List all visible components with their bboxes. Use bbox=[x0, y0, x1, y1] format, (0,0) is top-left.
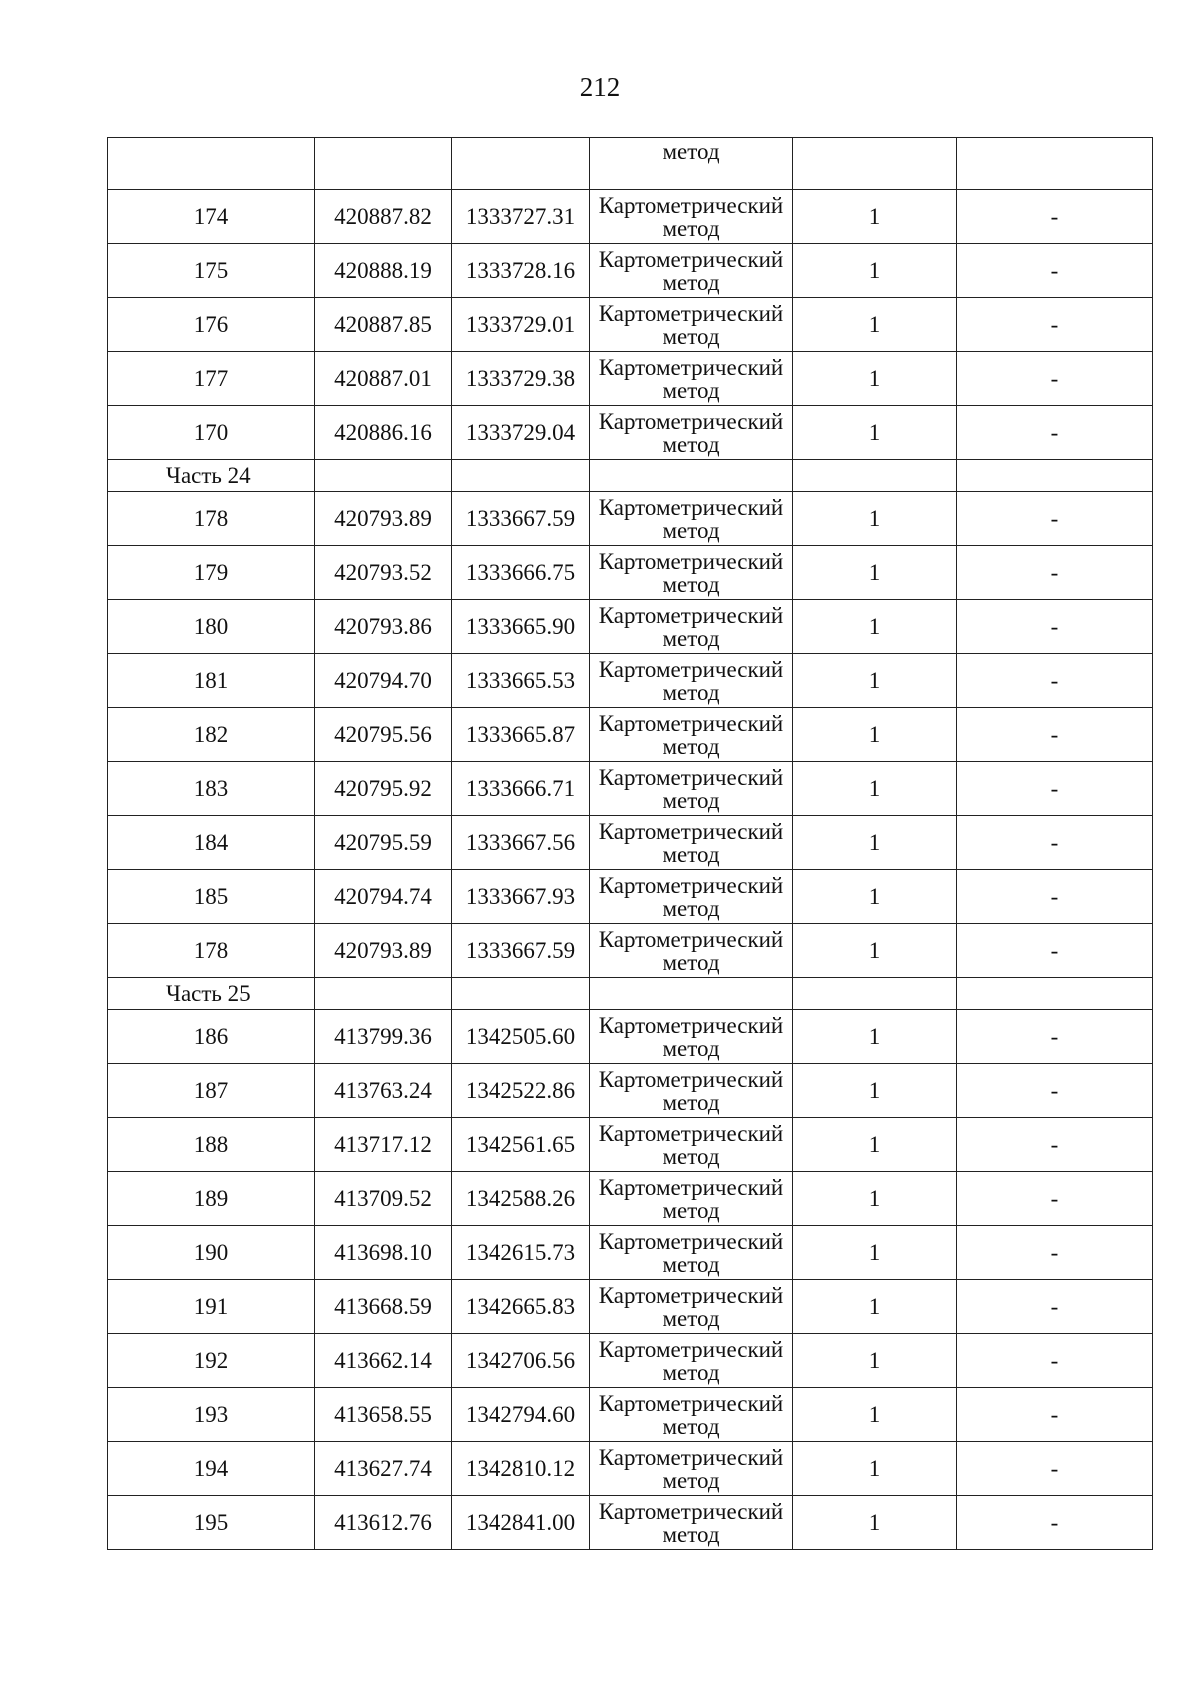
cell-x: 420887.82 bbox=[315, 190, 452, 244]
cell-accuracy: 1 bbox=[793, 1010, 957, 1064]
cell-point-number: 180 bbox=[108, 600, 315, 654]
table-row bbox=[108, 762, 1153, 816]
cell-note: - bbox=[957, 1280, 1153, 1334]
table-row bbox=[108, 406, 1153, 460]
cell-note: - bbox=[957, 190, 1153, 244]
table-row bbox=[108, 352, 1153, 406]
cell-point-number: 189 bbox=[108, 1172, 315, 1226]
method-line-1: Картометрический bbox=[598, 246, 784, 272]
method-line-2: метод bbox=[662, 1305, 720, 1331]
cell-note: - bbox=[957, 816, 1153, 870]
method-line-2: метод bbox=[662, 517, 720, 543]
cell-x: 420793.89 bbox=[315, 492, 452, 546]
cell-accuracy: 1 bbox=[793, 190, 957, 244]
cell-method bbox=[590, 1226, 793, 1280]
method-line-2: метод bbox=[662, 679, 720, 705]
cell-accuracy: 1 bbox=[793, 298, 957, 352]
cell-accuracy: 1 bbox=[793, 244, 957, 298]
method-line-1: Картометрический bbox=[598, 354, 784, 380]
cell-accuracy: 1 bbox=[793, 1172, 957, 1226]
cell-accuracy: 1 bbox=[793, 816, 957, 870]
cell-method bbox=[590, 816, 793, 870]
method-line-2: метод bbox=[662, 215, 720, 241]
cell-x: 420795.92 bbox=[315, 762, 452, 816]
method-line-1: Картометрический bbox=[598, 1336, 784, 1362]
method-line-1: Картометрический bbox=[598, 1228, 784, 1254]
table-row bbox=[108, 924, 1153, 978]
cell-method bbox=[590, 1280, 793, 1334]
cell-y: 1342588.26 bbox=[452, 1172, 590, 1226]
cell-point-number: 176 bbox=[108, 298, 315, 352]
cell-point-number: 174 bbox=[108, 190, 315, 244]
cell-method bbox=[590, 546, 793, 600]
cell-note: - bbox=[957, 600, 1153, 654]
cell-note: - bbox=[957, 1064, 1153, 1118]
part-empty-cell bbox=[452, 978, 590, 1010]
cell-y: 1342561.65 bbox=[452, 1118, 590, 1172]
cell-point-number: 191 bbox=[108, 1280, 315, 1334]
method-line-2: метод bbox=[662, 1413, 720, 1439]
table-row bbox=[108, 870, 1153, 924]
part-empty-cell bbox=[957, 978, 1153, 1010]
cell-method bbox=[590, 492, 793, 546]
table-row bbox=[108, 190, 1153, 244]
method-line-2: метод bbox=[662, 1089, 720, 1115]
cell-accuracy: 1 bbox=[793, 1226, 957, 1280]
part-label: Часть 24 bbox=[108, 460, 315, 492]
cell-method bbox=[590, 190, 793, 244]
cell-y: 1333667.93 bbox=[452, 870, 590, 924]
cell-accuracy: 1 bbox=[793, 546, 957, 600]
method-line-2: метод bbox=[662, 377, 720, 403]
cell-method bbox=[590, 708, 793, 762]
cell-method bbox=[590, 870, 793, 924]
part-header-row bbox=[108, 978, 1153, 1010]
cell-x: 420793.86 bbox=[315, 600, 452, 654]
cell-point-number: 178 bbox=[108, 492, 315, 546]
method-line-2: метод bbox=[662, 1143, 720, 1169]
cell-x: 420794.70 bbox=[315, 654, 452, 708]
method-line-2: метод bbox=[662, 1521, 720, 1547]
method-line-2: метод bbox=[662, 431, 720, 457]
part-label: Часть 25 bbox=[108, 978, 315, 1010]
method-line-2: метод bbox=[662, 1359, 720, 1385]
cell-note: - bbox=[957, 298, 1153, 352]
method-line-2: метод bbox=[662, 895, 720, 921]
cell-x: 420793.89 bbox=[315, 924, 452, 978]
cell-note: - bbox=[957, 1172, 1153, 1226]
continuation-row bbox=[108, 138, 1153, 190]
cell-note: - bbox=[957, 654, 1153, 708]
method-line-1: Картометрический bbox=[598, 872, 784, 898]
cell-method bbox=[590, 1442, 793, 1496]
table-row bbox=[108, 708, 1153, 762]
cell-x: 413799.36 bbox=[315, 1010, 452, 1064]
method-line-2: метод bbox=[662, 1251, 720, 1277]
part-empty-cell bbox=[452, 460, 590, 492]
cell-method bbox=[590, 352, 793, 406]
cell-note: - bbox=[957, 1010, 1153, 1064]
cell-note: - bbox=[957, 352, 1153, 406]
cell-method bbox=[590, 244, 793, 298]
cell-x: 413658.55 bbox=[315, 1388, 452, 1442]
cell-method bbox=[590, 1334, 793, 1388]
cell-y: 1333729.38 bbox=[452, 352, 590, 406]
cell-x: 413612.76 bbox=[315, 1496, 452, 1550]
cell-accuracy: 1 bbox=[793, 1442, 957, 1496]
cell-accuracy: 1 bbox=[793, 1280, 957, 1334]
cell-y bbox=[452, 138, 590, 190]
cell-point-number: 179 bbox=[108, 546, 315, 600]
cell-accuracy: 1 bbox=[793, 1496, 957, 1550]
cell-note: - bbox=[957, 708, 1153, 762]
method-line-2: метод bbox=[662, 841, 720, 867]
cell-point-number: 178 bbox=[108, 924, 315, 978]
part-empty-cell bbox=[793, 978, 957, 1010]
cell-note: - bbox=[957, 492, 1153, 546]
cell-point-number: 175 bbox=[108, 244, 315, 298]
table-row bbox=[108, 1388, 1153, 1442]
table-row bbox=[108, 546, 1153, 600]
method-line-1: Картометрический bbox=[598, 1390, 784, 1416]
cell-y: 1333666.71 bbox=[452, 762, 590, 816]
table-row bbox=[108, 816, 1153, 870]
cell-x: 413668.59 bbox=[315, 1280, 452, 1334]
cell-note: - bbox=[957, 1226, 1153, 1280]
table-row bbox=[108, 244, 1153, 298]
cell-accuracy: 1 bbox=[793, 406, 957, 460]
cell-method bbox=[590, 1496, 793, 1550]
cell-accuracy: 1 bbox=[793, 352, 957, 406]
cell-y: 1342841.00 bbox=[452, 1496, 590, 1550]
cell-point-number: 177 bbox=[108, 352, 315, 406]
cell-point-number: 188 bbox=[108, 1118, 315, 1172]
cell-y: 1342794.60 bbox=[452, 1388, 590, 1442]
table-row bbox=[108, 1442, 1153, 1496]
cell-method bbox=[590, 600, 793, 654]
cell-x: 413627.74 bbox=[315, 1442, 452, 1496]
part-header-row bbox=[108, 460, 1153, 492]
cell-point-number: 181 bbox=[108, 654, 315, 708]
cell-note bbox=[957, 138, 1153, 190]
part-empty-cell bbox=[315, 460, 452, 492]
table-row bbox=[108, 654, 1153, 708]
cell-note: - bbox=[957, 924, 1153, 978]
table-row bbox=[108, 1334, 1153, 1388]
cell-accuracy: 1 bbox=[793, 1388, 957, 1442]
cell-x: 413709.52 bbox=[315, 1172, 452, 1226]
table-row bbox=[108, 1010, 1153, 1064]
cell-x: 413698.10 bbox=[315, 1226, 452, 1280]
cell-accuracy: 1 bbox=[793, 654, 957, 708]
cell-y: 1333667.59 bbox=[452, 492, 590, 546]
coordinates-table-body bbox=[108, 138, 1153, 1550]
method-line-1: Картометрический bbox=[598, 1498, 784, 1524]
cell-note: - bbox=[957, 1496, 1153, 1550]
method-line-1: Картометрический bbox=[598, 300, 784, 326]
part-empty-cell bbox=[957, 460, 1153, 492]
method-line-2: метод bbox=[662, 1197, 720, 1223]
table-row bbox=[108, 298, 1153, 352]
cell-x: 420886.16 bbox=[315, 406, 452, 460]
cell-note: - bbox=[957, 870, 1153, 924]
cell-point-number bbox=[108, 138, 315, 190]
table-row bbox=[108, 1280, 1153, 1334]
cell-point-number: 170 bbox=[108, 406, 315, 460]
method-line-2: метод bbox=[662, 269, 720, 295]
cell-x: 420795.56 bbox=[315, 708, 452, 762]
cell-note: - bbox=[957, 406, 1153, 460]
cell-y: 1342615.73 bbox=[452, 1226, 590, 1280]
cell-method bbox=[590, 762, 793, 816]
cell-point-number: 193 bbox=[108, 1388, 315, 1442]
method-line-1: Картометрический bbox=[598, 548, 784, 574]
cell-x: 420794.74 bbox=[315, 870, 452, 924]
cell-x: 413763.24 bbox=[315, 1064, 452, 1118]
table-row bbox=[108, 1172, 1153, 1226]
method-line-2: метод bbox=[662, 1467, 720, 1493]
method-line-1: Картометрический bbox=[598, 1444, 784, 1470]
method-line-1: Картометрический bbox=[598, 710, 784, 736]
method-line-1: Картометрический bbox=[598, 818, 784, 844]
cell-method bbox=[590, 654, 793, 708]
method-line-1: Картометрический bbox=[598, 1174, 784, 1200]
cell-point-number: 186 bbox=[108, 1010, 315, 1064]
method-line-1: Картометрический bbox=[598, 1012, 784, 1038]
cell-point-number: 187 bbox=[108, 1064, 315, 1118]
cell-note: - bbox=[957, 546, 1153, 600]
cell-note: - bbox=[957, 1118, 1153, 1172]
cell-x: 420795.59 bbox=[315, 816, 452, 870]
cell-x: 420887.01 bbox=[315, 352, 452, 406]
cell-point-number: 182 bbox=[108, 708, 315, 762]
method-line-1: Картометрический bbox=[598, 1120, 784, 1146]
cell-point-number: 183 bbox=[108, 762, 315, 816]
cell-note: - bbox=[957, 244, 1153, 298]
cell-method bbox=[590, 1064, 793, 1118]
table-row bbox=[108, 492, 1153, 546]
cell-point-number: 190 bbox=[108, 1226, 315, 1280]
cell-x: 413717.12 bbox=[315, 1118, 452, 1172]
cell-method bbox=[590, 298, 793, 352]
cell-y: 1333667.56 bbox=[452, 816, 590, 870]
cell-accuracy bbox=[793, 138, 957, 190]
cell-y: 1333665.53 bbox=[452, 654, 590, 708]
part-empty-cell bbox=[793, 460, 957, 492]
cell-y: 1333665.90 bbox=[452, 600, 590, 654]
cell-accuracy: 1 bbox=[793, 708, 957, 762]
method-line-2: метод bbox=[662, 733, 720, 759]
part-empty-cell bbox=[315, 978, 452, 1010]
cell-point-number: 185 bbox=[108, 870, 315, 924]
cell-y: 1342505.60 bbox=[452, 1010, 590, 1064]
cell-method bbox=[590, 1118, 793, 1172]
cell-y: 1333667.59 bbox=[452, 924, 590, 978]
method-line-2: метод bbox=[662, 787, 720, 813]
method-line-1: Картометрический bbox=[598, 192, 784, 218]
cell-method bbox=[590, 1010, 793, 1064]
method-line-1: Картометрический bbox=[598, 1066, 784, 1092]
page-number: 212 bbox=[579, 72, 621, 102]
cell-accuracy: 1 bbox=[793, 924, 957, 978]
method-line-2: метод bbox=[662, 323, 720, 349]
cell-y: 1333665.87 bbox=[452, 708, 590, 762]
cell-method bbox=[590, 1172, 793, 1226]
cell-point-number: 195 bbox=[108, 1496, 315, 1550]
cell-x: 420793.52 bbox=[315, 546, 452, 600]
method-line-2: метод bbox=[662, 625, 720, 651]
cell-note: - bbox=[957, 762, 1153, 816]
cell-y: 1342522.86 bbox=[452, 1064, 590, 1118]
cell-y: 1333728.16 bbox=[452, 244, 590, 298]
table-row bbox=[108, 1064, 1153, 1118]
cell-y: 1333666.75 bbox=[452, 546, 590, 600]
cell-y: 1333729.01 bbox=[452, 298, 590, 352]
cell-y: 1333727.31 bbox=[452, 190, 590, 244]
method-line-1: Картометрический bbox=[598, 408, 784, 434]
table-row bbox=[108, 1226, 1153, 1280]
cell-x bbox=[315, 138, 452, 190]
cell-accuracy: 1 bbox=[793, 1118, 957, 1172]
cell-note: - bbox=[957, 1442, 1153, 1496]
part-empty-cell bbox=[590, 978, 793, 1010]
cell-y: 1342665.83 bbox=[452, 1280, 590, 1334]
cell-accuracy: 1 bbox=[793, 1064, 957, 1118]
table-row bbox=[108, 1118, 1153, 1172]
cell-point-number: 184 bbox=[108, 816, 315, 870]
method-line-2: метод bbox=[662, 949, 720, 975]
cell-note: - bbox=[957, 1388, 1153, 1442]
method-line-2: метод bbox=[662, 139, 720, 164]
cell-accuracy: 1 bbox=[793, 870, 957, 924]
method-line-1: Картометрический bbox=[598, 926, 784, 952]
cell-y: 1342810.12 bbox=[452, 1442, 590, 1496]
cell-point-number: 194 bbox=[108, 1442, 315, 1496]
cell-x: 420888.19 bbox=[315, 244, 452, 298]
cell-accuracy: 1 bbox=[793, 492, 957, 546]
method-line-1: Картометрический bbox=[598, 764, 784, 790]
method-line-2: метод bbox=[662, 571, 720, 597]
cell-accuracy: 1 bbox=[793, 762, 957, 816]
cell-y: 1333729.04 bbox=[452, 406, 590, 460]
method-line-1: Картометрический bbox=[598, 1282, 784, 1308]
cell-point-number: 192 bbox=[108, 1334, 315, 1388]
table-row bbox=[108, 1496, 1153, 1550]
part-empty-cell bbox=[590, 460, 793, 492]
table-row bbox=[108, 600, 1153, 654]
cell-x: 413662.14 bbox=[315, 1334, 452, 1388]
cell-method bbox=[590, 924, 793, 978]
cell-y: 1342706.56 bbox=[452, 1334, 590, 1388]
cell-x: 420887.85 bbox=[315, 298, 452, 352]
method-line-1: Картометрический bbox=[598, 602, 784, 628]
cell-method bbox=[590, 406, 793, 460]
cell-accuracy: 1 bbox=[793, 1334, 957, 1388]
method-line-2: метод bbox=[662, 1035, 720, 1061]
cell-method bbox=[590, 1388, 793, 1442]
method-line-1: Картометрический bbox=[598, 494, 784, 520]
method-line-1: Картометрический bbox=[598, 656, 784, 682]
cell-accuracy: 1 bbox=[793, 600, 957, 654]
cell-method bbox=[590, 138, 793, 190]
coordinates-table bbox=[107, 137, 1153, 1550]
cell-note: - bbox=[957, 1334, 1153, 1388]
